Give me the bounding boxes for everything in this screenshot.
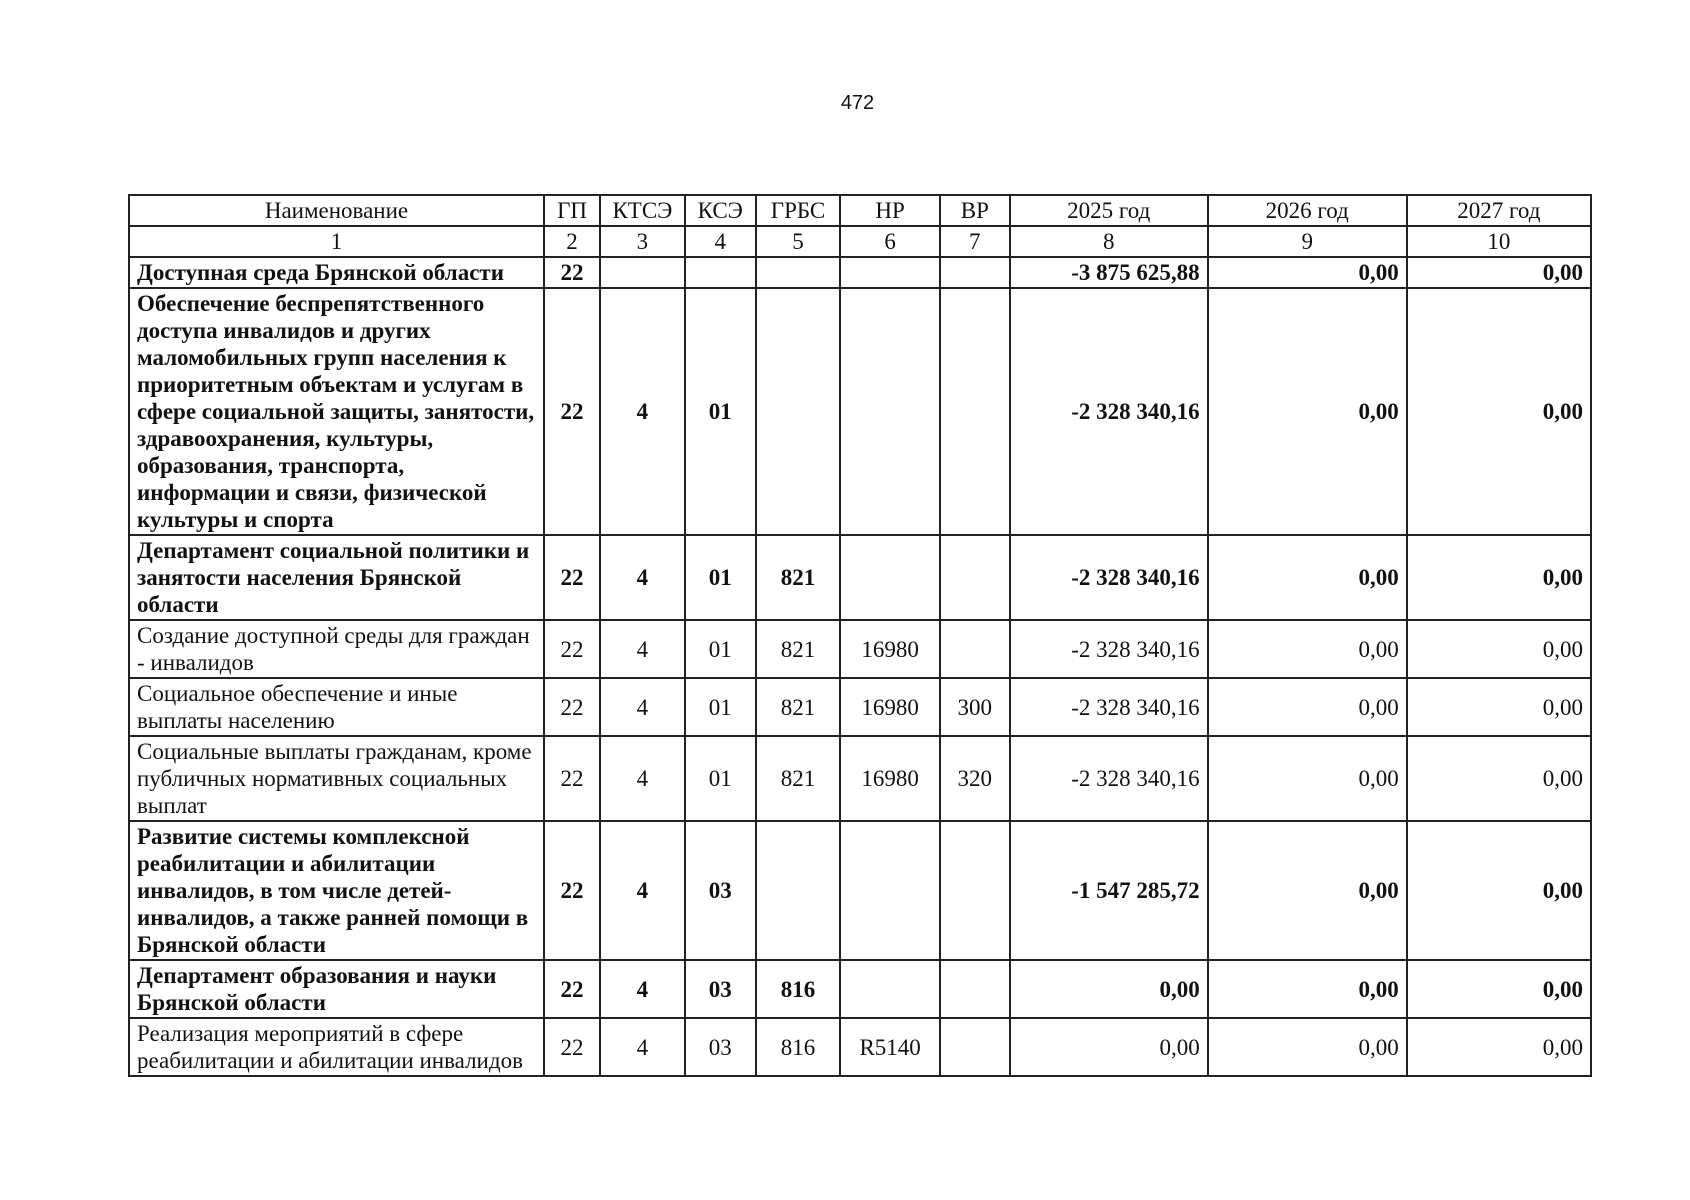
table-row — [129, 960, 1591, 1018]
cell-gp: 22 — [544, 288, 600, 535]
cell-2025: -2 328 340,16 — [1010, 535, 1208, 620]
cell-2025: -2 328 340,16 — [1010, 678, 1208, 736]
cell-gp: 22 — [544, 535, 600, 620]
col-header-nr: НР — [840, 195, 940, 226]
cell-2026: 0,00 — [1208, 678, 1407, 736]
cell-2027: 0,00 — [1407, 736, 1591, 821]
cell-nr — [840, 960, 940, 1018]
cell-name: Обеспечение беспрепятственного доступа инвалидов и других маломобильных групп населения к приоритетным объектам и услугам в сфере социальной защиты, занятости, здравоохранения, культуры, образования, транспорта, информации и связи, физической культуры и спорта — [129, 288, 544, 535]
cell-vr — [940, 288, 1010, 535]
col-number: 3 — [600, 226, 685, 257]
cell-kse: 01 — [685, 535, 756, 620]
cell-2025: 0,00 — [1010, 1018, 1208, 1076]
table-row — [129, 678, 1591, 736]
budget-table — [128, 194, 1592, 1077]
cell-nr: 16980 — [840, 620, 940, 678]
table-row — [129, 736, 1591, 821]
cell-2027: 0,00 — [1407, 960, 1591, 1018]
col-number: 5 — [756, 226, 841, 257]
cell-vr — [940, 535, 1010, 620]
cell-2025: -2 328 340,16 — [1010, 620, 1208, 678]
cell-name: Развитие системы комплексной реабилитации и абилитации инвалидов, в том числе детей-инвалидов, а также ранней помощи в Брянской области — [129, 821, 544, 960]
cell-2026: 0,00 — [1208, 960, 1407, 1018]
table-row — [129, 620, 1591, 678]
cell-2027: 0,00 — [1407, 821, 1591, 960]
cell-vr — [940, 821, 1010, 960]
cell-nr: 16980 — [840, 678, 940, 736]
col-number: 4 — [685, 226, 756, 257]
table-row — [129, 535, 1591, 620]
cell-2026: 0,00 — [1208, 620, 1407, 678]
cell-ktse: 4 — [600, 288, 685, 535]
column-number-row — [129, 226, 1591, 257]
cell-kse: 01 — [685, 736, 756, 821]
cell-ktse: 4 — [600, 678, 685, 736]
cell-grbs: 816 — [756, 960, 841, 1018]
cell-name: Создание доступной среды для граждан - инвалидов — [129, 620, 544, 678]
col-number: 2 — [544, 226, 600, 257]
cell-grbs: 821 — [756, 678, 841, 736]
table-row — [129, 288, 1591, 535]
cell-kse: 01 — [685, 620, 756, 678]
cell-grbs — [756, 821, 841, 960]
cell-nr: R5140 — [840, 1018, 940, 1076]
col-number: 1 — [129, 226, 544, 257]
cell-gp: 22 — [544, 257, 600, 288]
cell-ktse — [600, 257, 685, 288]
cell-2026: 0,00 — [1208, 535, 1407, 620]
col-header-kse: КСЭ — [685, 195, 756, 226]
table-row — [129, 821, 1591, 960]
col-header-vr: ВР — [940, 195, 1010, 226]
cell-2026: 0,00 — [1208, 1018, 1407, 1076]
cell-name: Социальное обеспечение и иные выплаты населению — [129, 678, 544, 736]
cell-gp: 22 — [544, 736, 600, 821]
cell-vr — [940, 257, 1010, 288]
cell-name: Департамент образования и науки Брянской области — [129, 960, 544, 1018]
cell-grbs — [756, 288, 841, 535]
table-row — [129, 257, 1591, 288]
cell-ktse: 4 — [600, 821, 685, 960]
cell-name: Департамент социальной политики и занятости населения Брянской области — [129, 535, 544, 620]
cell-2026: 0,00 — [1208, 288, 1407, 535]
col-header-gp: ГП — [544, 195, 600, 226]
cell-grbs — [756, 257, 841, 288]
cell-gp: 22 — [544, 620, 600, 678]
cell-2026: 0,00 — [1208, 821, 1407, 960]
cell-2027: 0,00 — [1407, 257, 1591, 288]
cell-2026: 0,00 — [1208, 257, 1407, 288]
cell-gp: 22 — [544, 678, 600, 736]
col-header-2027: 2027 год — [1407, 195, 1591, 226]
cell-nr — [840, 288, 940, 535]
cell-gp: 22 — [544, 1018, 600, 1076]
col-number: 6 — [840, 226, 940, 257]
cell-vr — [940, 1018, 1010, 1076]
cell-grbs: 821 — [756, 620, 841, 678]
cell-grbs: 816 — [756, 1018, 841, 1076]
cell-ktse: 4 — [600, 535, 685, 620]
cell-kse — [685, 257, 756, 288]
cell-kse: 03 — [685, 1018, 756, 1076]
cell-2027: 0,00 — [1407, 620, 1591, 678]
cell-2025: -1 547 285,72 — [1010, 821, 1208, 960]
cell-kse: 03 — [685, 960, 756, 1018]
col-number: 8 — [1010, 226, 1208, 257]
cell-ktse: 4 — [600, 1018, 685, 1076]
cell-vr — [940, 960, 1010, 1018]
cell-kse: 01 — [685, 288, 756, 535]
cell-grbs: 821 — [756, 535, 841, 620]
cell-kse: 01 — [685, 678, 756, 736]
cell-2025: -2 328 340,16 — [1010, 736, 1208, 821]
col-number: 7 — [940, 226, 1010, 257]
cell-2027: 0,00 — [1407, 535, 1591, 620]
cell-ktse: 4 — [600, 960, 685, 1018]
cell-2027: 0,00 — [1407, 288, 1591, 535]
cell-ktse: 4 — [600, 620, 685, 678]
cell-ktse: 4 — [600, 736, 685, 821]
cell-kse: 03 — [685, 821, 756, 960]
table-body — [129, 257, 1591, 1076]
col-header-grbs: ГРБС — [756, 195, 841, 226]
cell-nr: 16980 — [840, 736, 940, 821]
page-number: 472 — [840, 92, 875, 114]
col-number: 10 — [1407, 226, 1591, 257]
cell-vr: 300 — [940, 678, 1010, 736]
table-row — [129, 1018, 1591, 1076]
cell-2027: 0,00 — [1407, 1018, 1591, 1076]
cell-vr: 320 — [940, 736, 1010, 821]
col-header-name: Наименование — [129, 195, 544, 226]
cell-name: Социальные выплаты гражданам, кроме публичных нормативных социальных выплат — [129, 736, 544, 821]
cell-gp: 22 — [544, 960, 600, 1018]
cell-nr — [840, 257, 940, 288]
cell-vr — [940, 620, 1010, 678]
cell-gp: 22 — [544, 821, 600, 960]
col-number: 9 — [1208, 226, 1407, 257]
cell-2025: 0,00 — [1010, 960, 1208, 1018]
cell-2025: -2 328 340,16 — [1010, 288, 1208, 535]
cell-2026: 0,00 — [1208, 736, 1407, 821]
cell-name: Реализация мероприятий в сфере реабилитации и абилитации инвалидов — [129, 1018, 544, 1076]
cell-name: Доступная среда Брянской области — [129, 257, 544, 288]
col-header-ktse: КТСЭ — [600, 195, 685, 226]
header-row — [129, 195, 1591, 226]
cell-grbs: 821 — [756, 736, 841, 821]
cell-2027: 0,00 — [1407, 678, 1591, 736]
cell-nr — [840, 821, 940, 960]
col-header-2026: 2026 год — [1208, 195, 1407, 226]
cell-nr — [840, 535, 940, 620]
cell-2025: -3 875 625,88 — [1010, 257, 1208, 288]
col-header-2025: 2025 год — [1010, 195, 1208, 226]
